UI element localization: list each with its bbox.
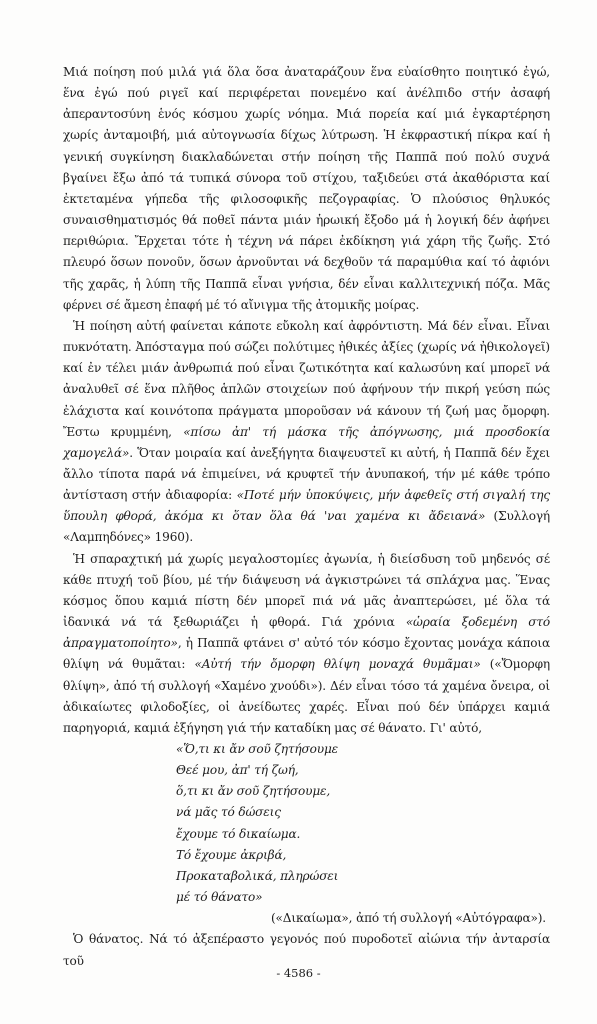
poem-line: μέ τό θάνατο» <box>176 890 263 905</box>
paragraph-3-text-b: , ἡ Παππᾶ φτάνει σ' αὐτό τόν κόσμο ἔχοντας μονάχα κάποια θλίψη νά θυμᾶται: <box>63 636 550 672</box>
poem-quote <box>176 739 550 908</box>
paragraph-2-text-a: Ἡ ποίηση αὐτή φαίνεται κάποτε εὔκολη καί ἀφρόντιστη. Μά δέν εἶναι. Εἶναι πυκνότατη. Ἀπόσταγμα πού σώζει πολύτιμες ἠθικές ἀξίες (χωρίς νά ἠθικολογεῖ) καί ἐν τέλει μιάν ἀνθρωπιά πού εἶναι ζωτικότητα καί καλωσύνη καί μπορεῖ νά ἀναλυθεῖ σέ ἕνα πλῆθος ἁπλῶν στοιχείων πού ἀφήνουν τήν πικρή γεύση πώς ἐλάχιστα καί κοινότοπα πράγματα μποροῦσαν νά κάνουν τή ζωή μας ὄμορφη. Ἔστω κρυμμένη, <box>63 318 550 439</box>
paragraph-2-quote-a: «πίσω ἀπ' τή μάσκα τῆς ἀπόγνωσης, μιά προσδοκία χαμογελά» <box>63 424 550 460</box>
poem-line: νά μᾶς τό δώσεις <box>176 805 281 820</box>
poem-line: Τό ἔχουμε ἀκριβά, <box>176 847 287 862</box>
paragraph-1: Μιά ποίηση πού μιλά γιά ὅλα ὅσα ἀναταράζουν ἕνα εὐαίσθητο ποιητικό ἐγώ, ἕνα ἐγώ πού ριγεῖ καί περιφέρεται πονεμένο καί ἀνέλπιδο στήν ἀσαφή ἀπεραντοσύνη ἑνός κόσμου χωρίς νόημα. Μιά πορεία καί μιά ἐγκαρτέρηση χωρίς ἀνταμοιβή, μιά αὐτογνωσία δίχως λύτρωση. Ἡ ἐκφραστική πίκρα καί ἡ γενική συγκίνηση διακλαδώνεται στήν ποίηση τῆς Παππᾶ πού πολύ συχνά βγαίνει ἔξω ἀπό τά τυπικά σύνορα τοῦ στίχου, ταξιδεύει στά ἀκαθόριστα καί ἐκτεταμένα γήπεδα τῆς φιλοσοφικῆς πεζογραφίας. Ὁ πλούσιος θηλυκός συναισθηματισμός θά ποθεῖ πάντα μιάν ἡρωική ἔξοδο μά ἡ λογική δέν ἀφήνει περιθώρια. Ἔρχεται τότε ἡ τέχνη νά πάρει ἐκδίκηση γιά χάρη τῆς ζωῆς. Στό πλευρό ὅσων πονοῦν, ὅσων ἀρνοῦνται νά δεχθοῦν τά παραμύθια καί τό ἀφιόνι τῆς χαρᾶς, ἡ λύπη τῆς Παππᾶ εἶναι γνήσια, δέν εἶναι καλλιτεχνική πόζα. Μᾶς φέρνει σέ ἄμεση ἐπαφή μέ τό αἴνιγμα τῆς ἀτομικῆς μοίρας. <box>63 65 550 312</box>
paragraph-3 <box>63 549 550 739</box>
paragraph-3-quote-a: «ὡραία ξοδεμένη στό ἀπραγματοποίητο» <box>63 615 551 651</box>
paragraph-2-text-b: . Ὅταν μοιραία καί ἀνεξήγητα διαψευστεῖ κι αὐτή, ἡ Παππᾶ δέν ἔχει ἄλλο τίποτα παρά νά ἐπιμείνει, νά κρυφτεῖ τήν ἀνυπακοή, τήν μέ κάθε τρόπο ἀντίσταση στήν ἀδιαφορία: <box>63 445 550 503</box>
paragraph-3-quote-b: «Αὐτή τήν ὄμορφη θλίψη μοναχά θυμᾶμαι» <box>194 657 481 672</box>
poem-line: ἔχουμε τό δικαίωμα. <box>176 826 301 841</box>
poem-line: ὅ,τι κι ἄν σοῦ ζητήσουμε, <box>176 784 331 799</box>
paragraph-4: Ὁ θάνατος. Νά τό ἀξεπέραστο γεγονός πού πυροδοτεῖ αἰώνια τήν ἀνταρσία τοῦ <box>63 932 550 968</box>
paragraph-2-quote-b: «Ποτέ μήν ὑποκύψεις, μήν ἀφεθεῖς στή σιγαλή της ὕπουλη φθορά, ἀκόμα κι ὅταν ὅλα θά 'ναι χαμένα κι ἄδειανά» <box>63 488 550 524</box>
poem-line: «Ὅ,τι κι ἄν σοῦ ζητήσουμε <box>176 742 339 756</box>
page-number: - 4586 - <box>276 966 321 980</box>
poem-attribution: («Δικαίωμα», ἀπό τή συλλογή «Αὐτόγραφα»). <box>270 911 546 926</box>
paragraph-2 <box>63 316 550 549</box>
poem-line: Προκαταβολικά, πληρώσει <box>176 868 339 883</box>
body-text <box>63 62 550 972</box>
paragraph-2-text-c: (Συλλογή «Λαμπηδόνες» 1960). <box>63 509 550 545</box>
paragraph-3-text-c: («Ὄμορφη θλίψη», ἀπό τή συλλογή «Χαμένο χνούδι»). Δέν εἶναι τόσο τά χαμένα ὄνειρα, οἱ ἀδικαίωτες φιλοδοξίες, οἱ ἀνείδωτες χαρές. Εἶναι πού δέν ὑπάρχει καμιά παρηγοριά, καμιά ἐξήγηση γιά τήν καταδίκη μας σέ θάνατο. Γι' αὐτό, <box>63 657 550 735</box>
poem-line: Θεέ μου, ἀπ' τή ζωή, <box>176 763 299 778</box>
paragraph-3-text-a: Ἡ σπαραχτική μά χωρίς μεγαλοστομίες ἀγωνία, ἡ διείσδυση τοῦ μηδενός σέ κάθε πτυχή τοῦ βίου, μέ τήν διάψευση νά ἀγκιστρώνει τά σπλάχνα μας. Ἕνας κόσμος ὅπου καμιά πίστη δέν μπορεῖ πιά νά μᾶς ἀναπτερώσει, μέ ὅλα τά ἰδανικά νά τά ξεθωριάζει ἡ φθορά. Γιά χρόνια <box>63 551 550 630</box>
